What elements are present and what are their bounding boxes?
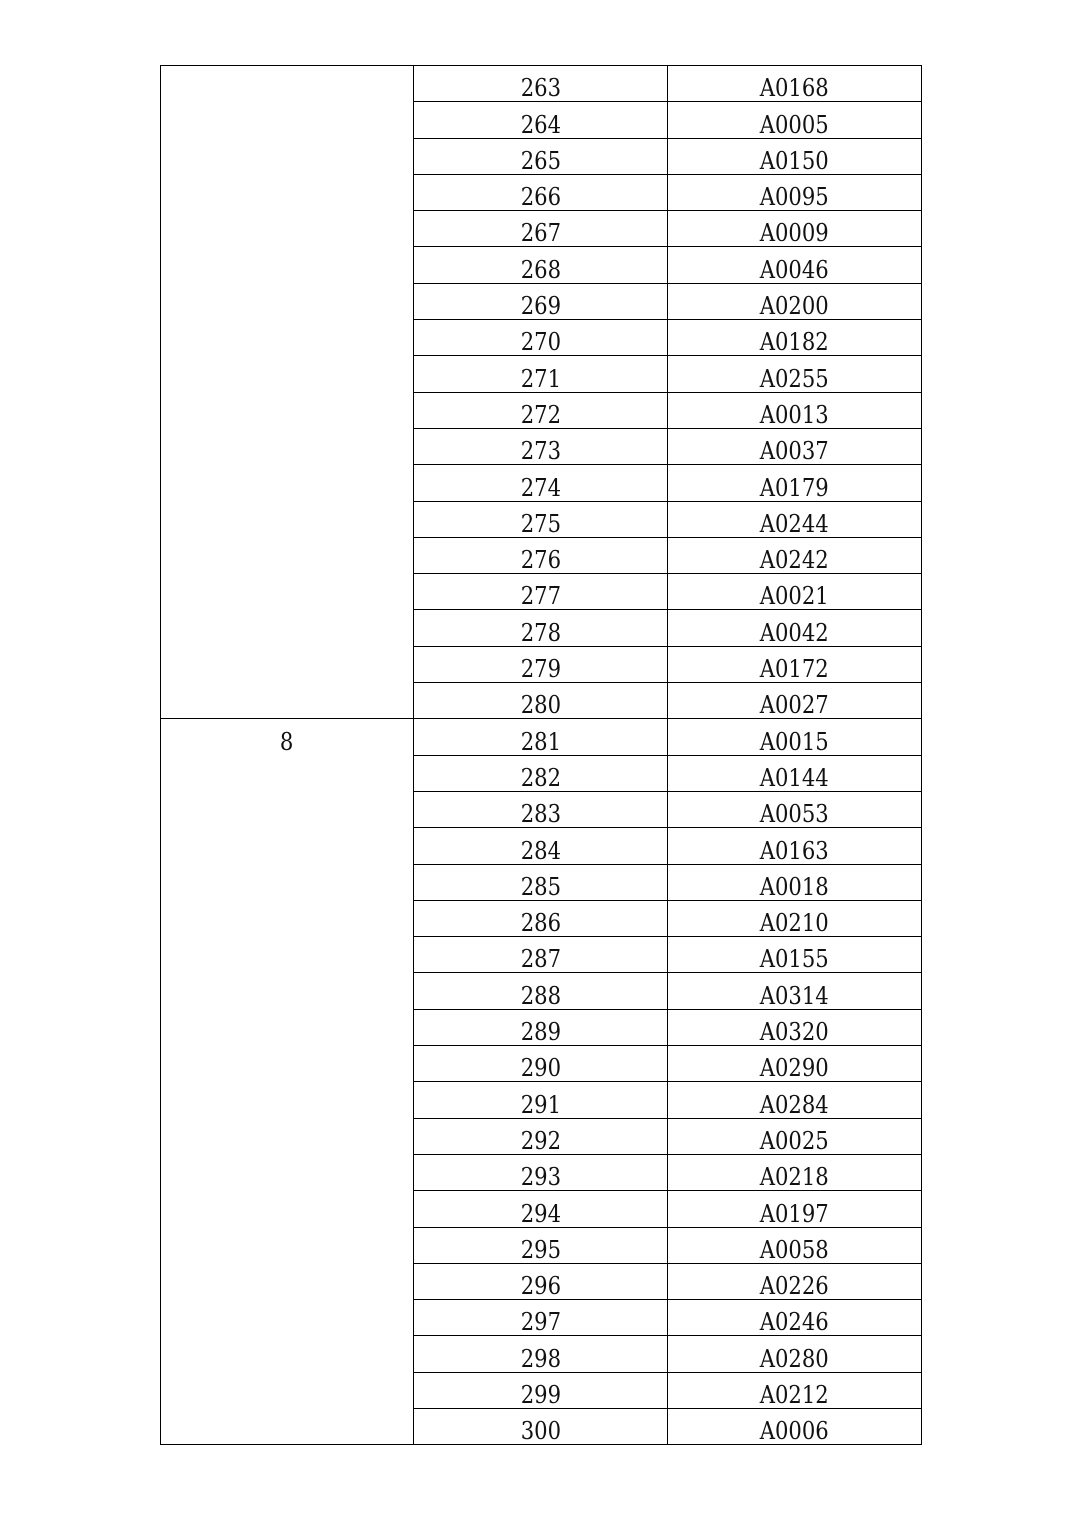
sequence-number-cell [414, 174, 668, 210]
code-value: A0242 [759, 546, 829, 575]
sequence-number-cell [414, 828, 668, 864]
code-value: A0179 [759, 473, 829, 502]
code-cell [668, 1263, 922, 1299]
group-label: 8 [280, 728, 294, 757]
code-cell [668, 1227, 922, 1263]
sequence-number: 274 [520, 473, 561, 502]
sequence-number: 281 [520, 727, 561, 756]
sequence-number: 263 [520, 74, 561, 103]
code-cell [668, 1300, 922, 1336]
sequence-number-cell [414, 1191, 668, 1227]
sequence-number-cell [414, 501, 668, 537]
sequence-number-cell [414, 1154, 668, 1190]
sequence-number-cell [414, 428, 668, 464]
sequence-number: 296 [520, 1272, 561, 1301]
code-cell [668, 755, 922, 791]
sequence-number-cell [414, 1227, 668, 1263]
code-value: A0018 [759, 872, 829, 901]
code-cell [668, 1009, 922, 1045]
sequence-number-cell [414, 574, 668, 610]
sequence-number: 298 [520, 1344, 561, 1373]
code-cell [668, 1046, 922, 1082]
code-value: A0320 [759, 1018, 829, 1047]
code-cell [668, 719, 922, 755]
table-row [161, 719, 922, 755]
code-value: A0006 [759, 1417, 829, 1446]
code-cell [668, 574, 922, 610]
group-cell [161, 66, 414, 719]
sequence-number: 299 [520, 1380, 561, 1409]
code-cell [668, 864, 922, 900]
code-value: A0037 [759, 437, 829, 466]
code-value: A0058 [759, 1235, 829, 1264]
sequence-number-cell [414, 320, 668, 356]
code-cell [668, 1408, 922, 1444]
sequence-number: 268 [520, 255, 561, 284]
sequence-number: 286 [520, 909, 561, 938]
sequence-number: 290 [520, 1054, 561, 1083]
sequence-number: 285 [520, 872, 561, 901]
sequence-number: 275 [520, 509, 561, 538]
sequence-number: 271 [520, 364, 561, 393]
code-cell [668, 1336, 922, 1372]
sequence-number-cell [414, 1118, 668, 1154]
sequence-number-cell [414, 900, 668, 936]
sequence-number: 279 [520, 655, 561, 684]
sequence-number: 287 [520, 945, 561, 974]
sequence-number-cell [414, 1372, 668, 1408]
code-value: A0255 [759, 364, 829, 393]
code-value: A0226 [759, 1272, 829, 1301]
sequence-number: 276 [520, 546, 561, 575]
sequence-number-cell [414, 1009, 668, 1045]
sequence-number-cell [414, 683, 668, 719]
code-value: A0144 [759, 763, 829, 792]
code-cell [668, 211, 922, 247]
sequence-number: 264 [520, 110, 561, 139]
code-value: A0246 [759, 1308, 829, 1337]
code-value: A0053 [759, 800, 829, 829]
sequence-number-cell [414, 66, 668, 102]
code-value: A0172 [759, 655, 829, 684]
code-value: A0244 [759, 509, 829, 538]
code-cell [668, 610, 922, 646]
sequence-number: 272 [520, 400, 561, 429]
code-value: A0168 [759, 74, 829, 103]
code-value: A0095 [759, 183, 829, 212]
sequence-number-cell [414, 937, 668, 973]
code-value: A0027 [759, 691, 829, 720]
code-cell [668, 138, 922, 174]
code-cell [668, 465, 922, 501]
code-value: A0284 [759, 1090, 829, 1119]
code-value: A0015 [759, 727, 829, 756]
code-cell [668, 392, 922, 428]
sequence-number: 293 [520, 1163, 561, 1192]
code-cell [668, 646, 922, 682]
code-cell [668, 247, 922, 283]
sequence-number-cell [414, 1263, 668, 1299]
sequence-number: 292 [520, 1126, 561, 1155]
table-body [161, 66, 922, 1445]
sequence-number-cell [414, 283, 668, 319]
code-value: A0150 [759, 146, 829, 175]
code-cell [668, 66, 922, 102]
sequence-number: 266 [520, 183, 561, 212]
code-cell [668, 428, 922, 464]
code-cell [668, 791, 922, 827]
sequence-number-cell [414, 719, 668, 755]
code-cell [668, 174, 922, 210]
code-cell [668, 537, 922, 573]
sequence-number-cell [414, 138, 668, 174]
sequence-number: 270 [520, 328, 561, 357]
code-cell [668, 1082, 922, 1118]
code-value: A0046 [759, 255, 829, 284]
sequence-number-cell [414, 791, 668, 827]
sequence-number-cell [414, 211, 668, 247]
code-value: A0314 [759, 981, 829, 1010]
sequence-number: 297 [520, 1308, 561, 1337]
sequence-number: 278 [520, 618, 561, 647]
sequence-number-cell [414, 1408, 668, 1444]
table-row [161, 66, 922, 102]
sequence-number: 295 [520, 1235, 561, 1264]
sequence-number: 273 [520, 437, 561, 466]
sequence-number: 294 [520, 1199, 561, 1228]
sequence-number-cell [414, 1336, 668, 1372]
code-cell [668, 828, 922, 864]
sequence-number-cell [414, 465, 668, 501]
sequence-number: 265 [520, 146, 561, 175]
sequence-number: 282 [520, 763, 561, 792]
code-cell [668, 1191, 922, 1227]
code-value: A0218 [759, 1163, 829, 1192]
code-value: A0200 [759, 292, 829, 321]
sequence-number-cell [414, 755, 668, 791]
sequence-number-cell [414, 102, 668, 138]
sequence-number: 269 [520, 292, 561, 321]
code-cell [668, 501, 922, 537]
code-cell [668, 320, 922, 356]
sequence-number-cell [414, 392, 668, 428]
code-value: A0005 [759, 110, 829, 139]
sequence-number-cell [414, 646, 668, 682]
code-value: A0210 [759, 909, 829, 938]
code-cell [668, 1372, 922, 1408]
sequence-number-cell [414, 1300, 668, 1336]
code-value: A0197 [759, 1199, 829, 1228]
code-cell [668, 683, 922, 719]
sequence-number-cell [414, 1046, 668, 1082]
code-value: A0025 [759, 1126, 829, 1155]
code-value: A0013 [759, 400, 829, 429]
code-cell [668, 283, 922, 319]
code-cell [668, 900, 922, 936]
code-value: A0280 [759, 1344, 829, 1373]
code-value: A0042 [759, 618, 829, 647]
sequence-number: 283 [520, 800, 561, 829]
sequence-number: 277 [520, 582, 561, 611]
sequence-number: 280 [520, 691, 561, 720]
sequence-number: 284 [520, 836, 561, 865]
code-value: A0009 [759, 219, 829, 248]
code-cell [668, 973, 922, 1009]
code-cell [668, 1118, 922, 1154]
code-cell [668, 937, 922, 973]
sequence-number: 291 [520, 1090, 561, 1119]
sequence-number-cell [414, 864, 668, 900]
code-value: A0290 [759, 1054, 829, 1083]
code-cell [668, 102, 922, 138]
sequence-number: 289 [520, 1018, 561, 1047]
code-cell [668, 1154, 922, 1190]
code-value: A0021 [759, 582, 829, 611]
sequence-number-cell [414, 356, 668, 392]
sequence-number: 267 [520, 219, 561, 248]
sequence-number-cell [414, 537, 668, 573]
sequence-number-cell [414, 247, 668, 283]
group-cell [161, 719, 414, 1445]
code-value: A0212 [759, 1380, 829, 1409]
sequence-number-cell [414, 973, 668, 1009]
code-value: A0163 [759, 836, 829, 865]
sequence-number: 300 [520, 1417, 561, 1446]
sequence-number-cell [414, 1082, 668, 1118]
sequence-number: 288 [520, 981, 561, 1010]
code-value: A0182 [759, 328, 829, 357]
code-value: A0155 [759, 945, 829, 974]
code-cell [668, 356, 922, 392]
assignment-table [160, 65, 922, 1445]
sequence-number-cell [414, 610, 668, 646]
